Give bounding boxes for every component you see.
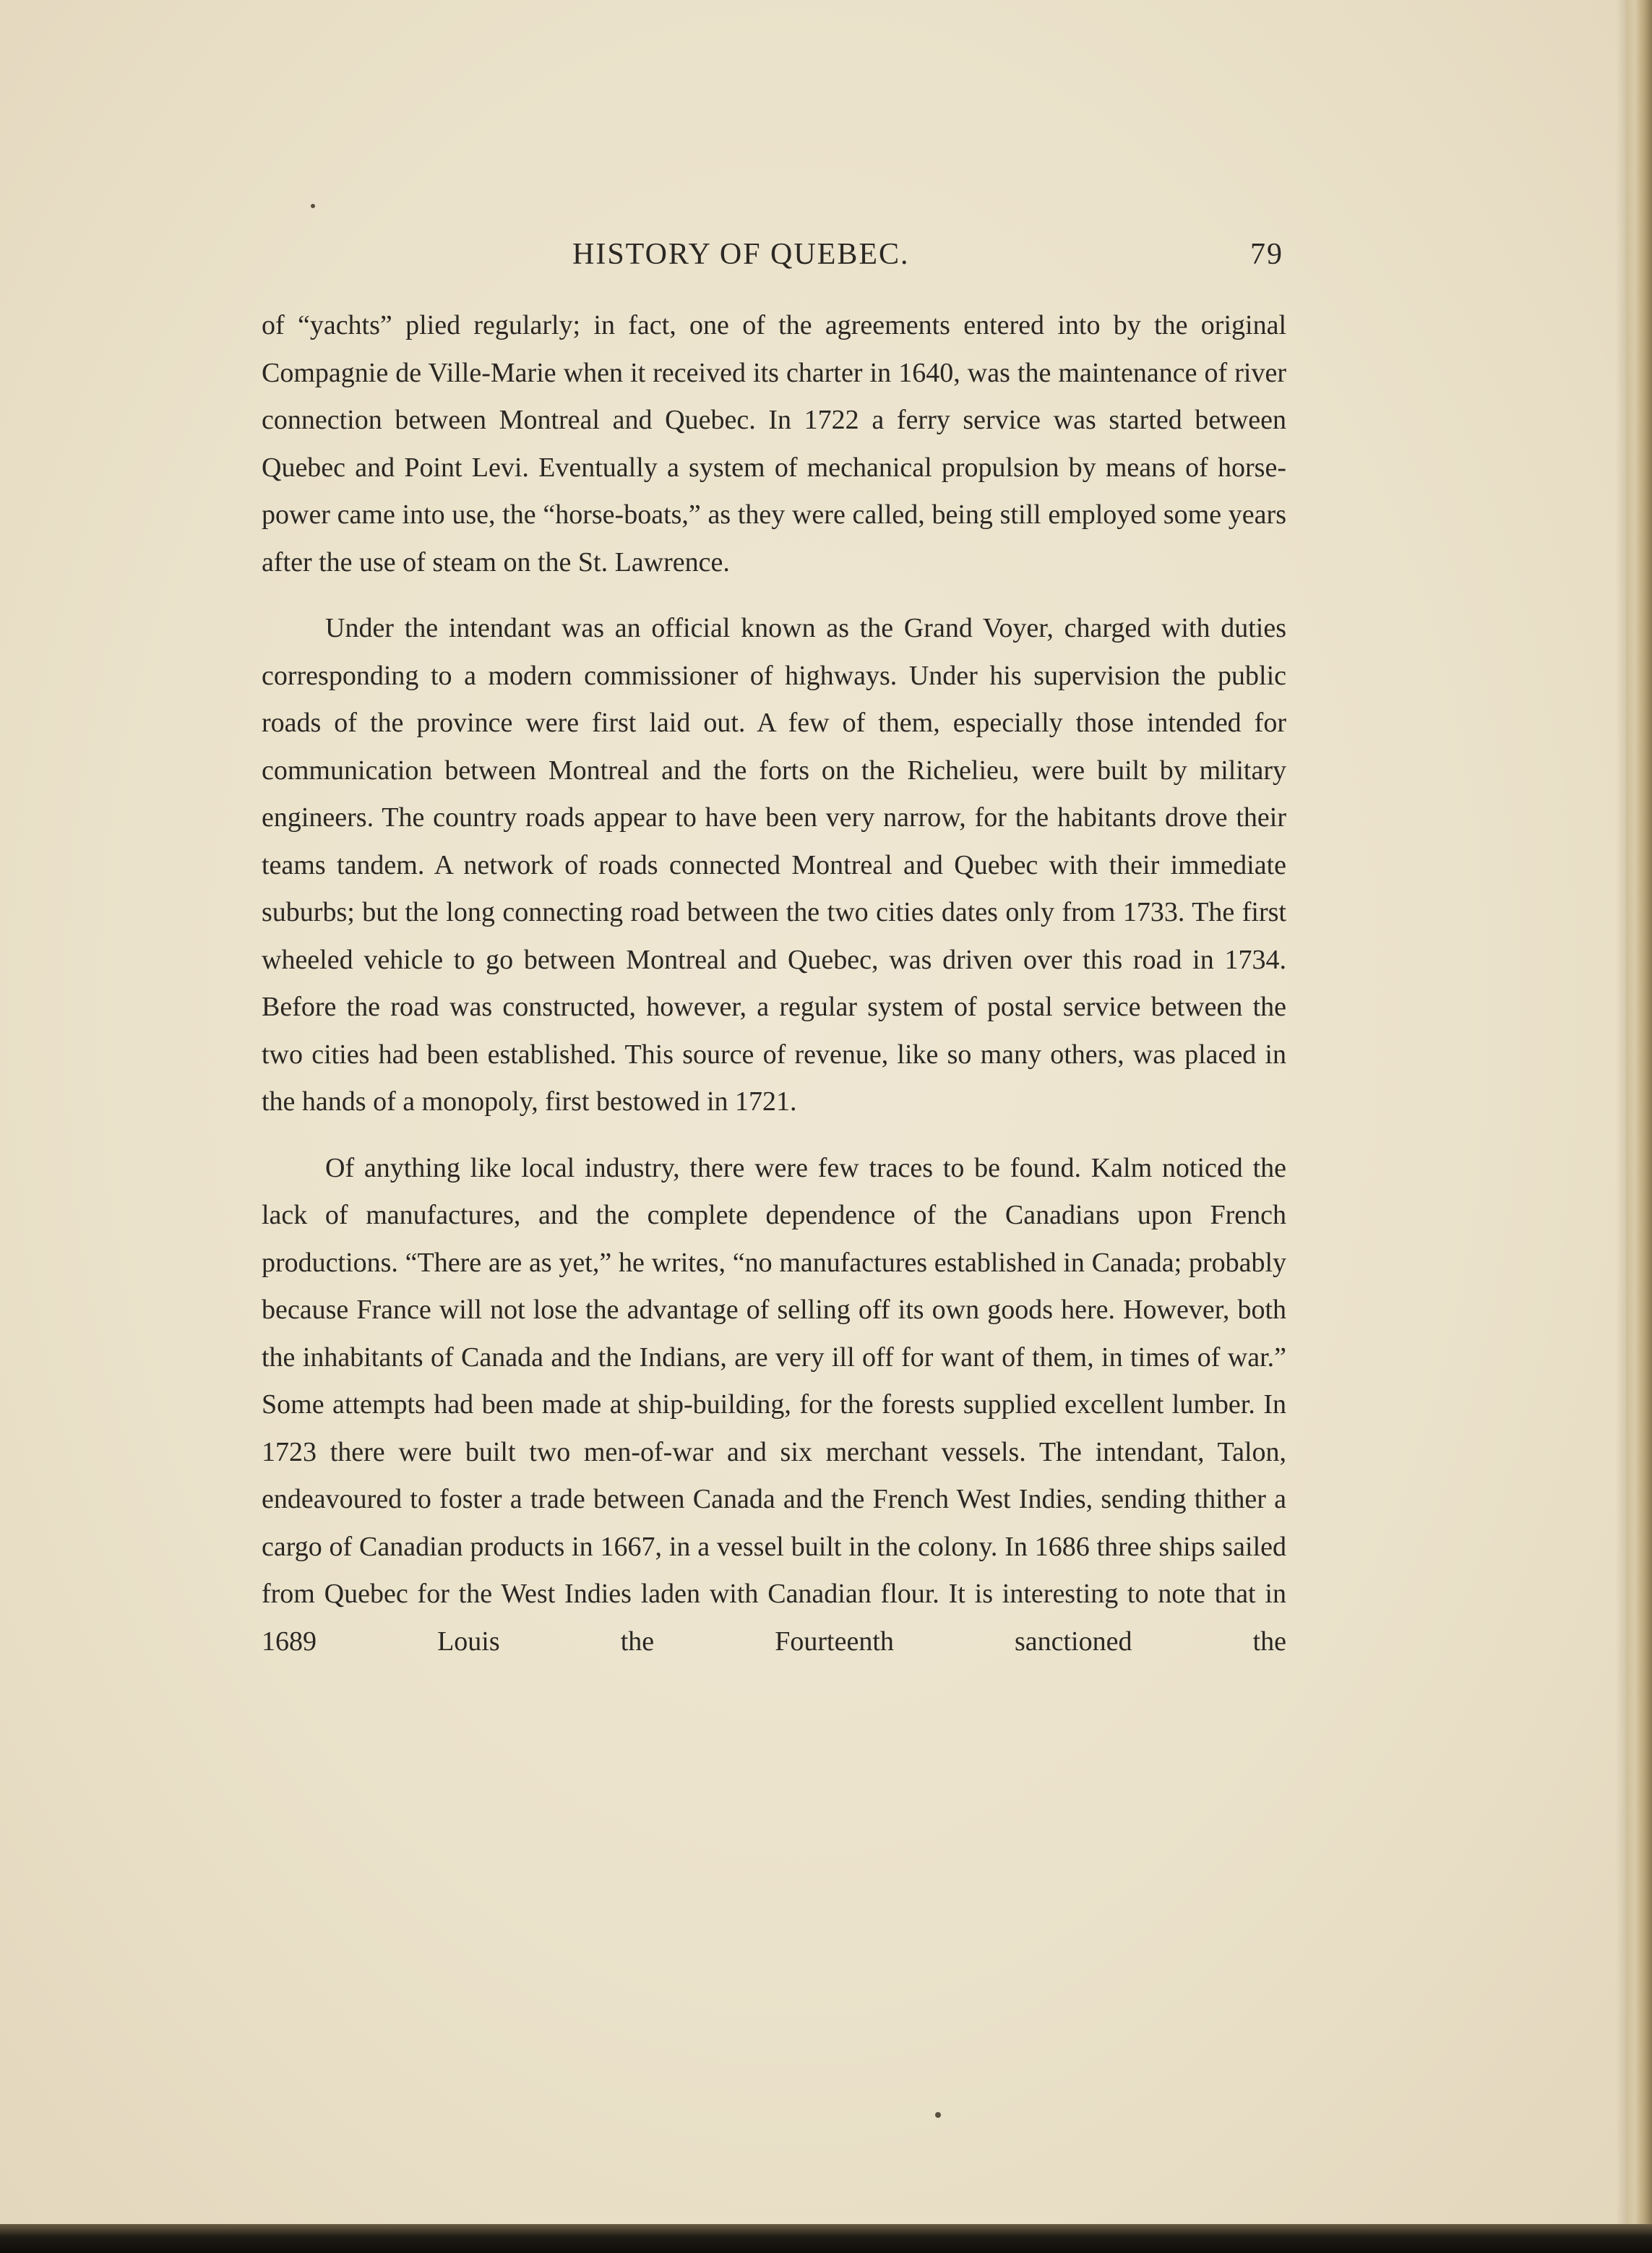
paragraph-2: Under the intendant was an official known as the Grand Voyer, charged with duties corresponding to a modern commissioner of highways. Under his supervision the public roads of the province were first laid out. A few of them, especially those intended for communication between Montreal and the forts on the Richelieu, were built by military engineers. The country roads appear to have been very narrow, for the habitants drove their teams tandem. A network of roads connected Montreal and Quebec with their immediate suburbs; but the long connecting road between the two cities dates only from 1733. The first wheeled vehicle to go between Montreal and Quebec, was driven over this road in 1734. Before the road was constructed, however, a regular system of postal service between the two cities had been established. This source of revenue, like so many others, was placed in the hands of a monopoly, first bestowed in 1721.	[262, 613, 1286, 1117]
running-head-title: HISTORY OF QUEBEC.	[572, 238, 910, 271]
page-gutter-shadow	[1616, 0, 1626, 2253]
page-number: 79	[1250, 238, 1283, 271]
page-edge	[1626, 0, 1652, 2253]
paper-speck	[311, 204, 315, 208]
page-bottom-shadow	[0, 2224, 1652, 2253]
running-head	[263, 237, 1283, 280]
body-text	[262, 302, 1286, 1684]
paper-speck	[935, 2112, 941, 2118]
paragraph-3: Of anything like local industry, there were few traces to be found. Kalm noticed the lack of manufactures, and the complete dependence of the Canadians upon French productions. “There are as yet,” he writes, “no manufactures established in Canada; probably because France will not lose the advantage of selling off its own goods here. However, both the inhabitants of Canada and the Indians, are very ill off for want of them, in times of war.” Some attempts had been made at ship-building, for the forests supplied excellent lumber. In 1723 there were built two men-of-war and six merchant vessels. The intendant, Talon, endeavoured to foster a trade between Canada and the French West Indies, sending thither a cargo of Canadian products in 1667, in a vessel built in the colony. In 1686 three ships sailed from Quebec for the West Indies laden with Canadian flour. It is interesting to note that in 1689 Louis the Fourteenth sanctioned the	[262, 1152, 1286, 1657]
paragraph-1: of “yachts” plied regularly; in fact, one of the agreements entered into by the original Compagnie de Ville-Marie when it received its charter in 1640, was the maintenance of river connection between Montreal and Quebec. In 1722 a ferry service was started between Quebec and Point Levi. Eventually a system of mechanical propulsion by means of horse-power came into use, the “horse-boats,” as they were called, being still employed some years after the use of steam on the St. Lawrence.	[262, 310, 1286, 578]
